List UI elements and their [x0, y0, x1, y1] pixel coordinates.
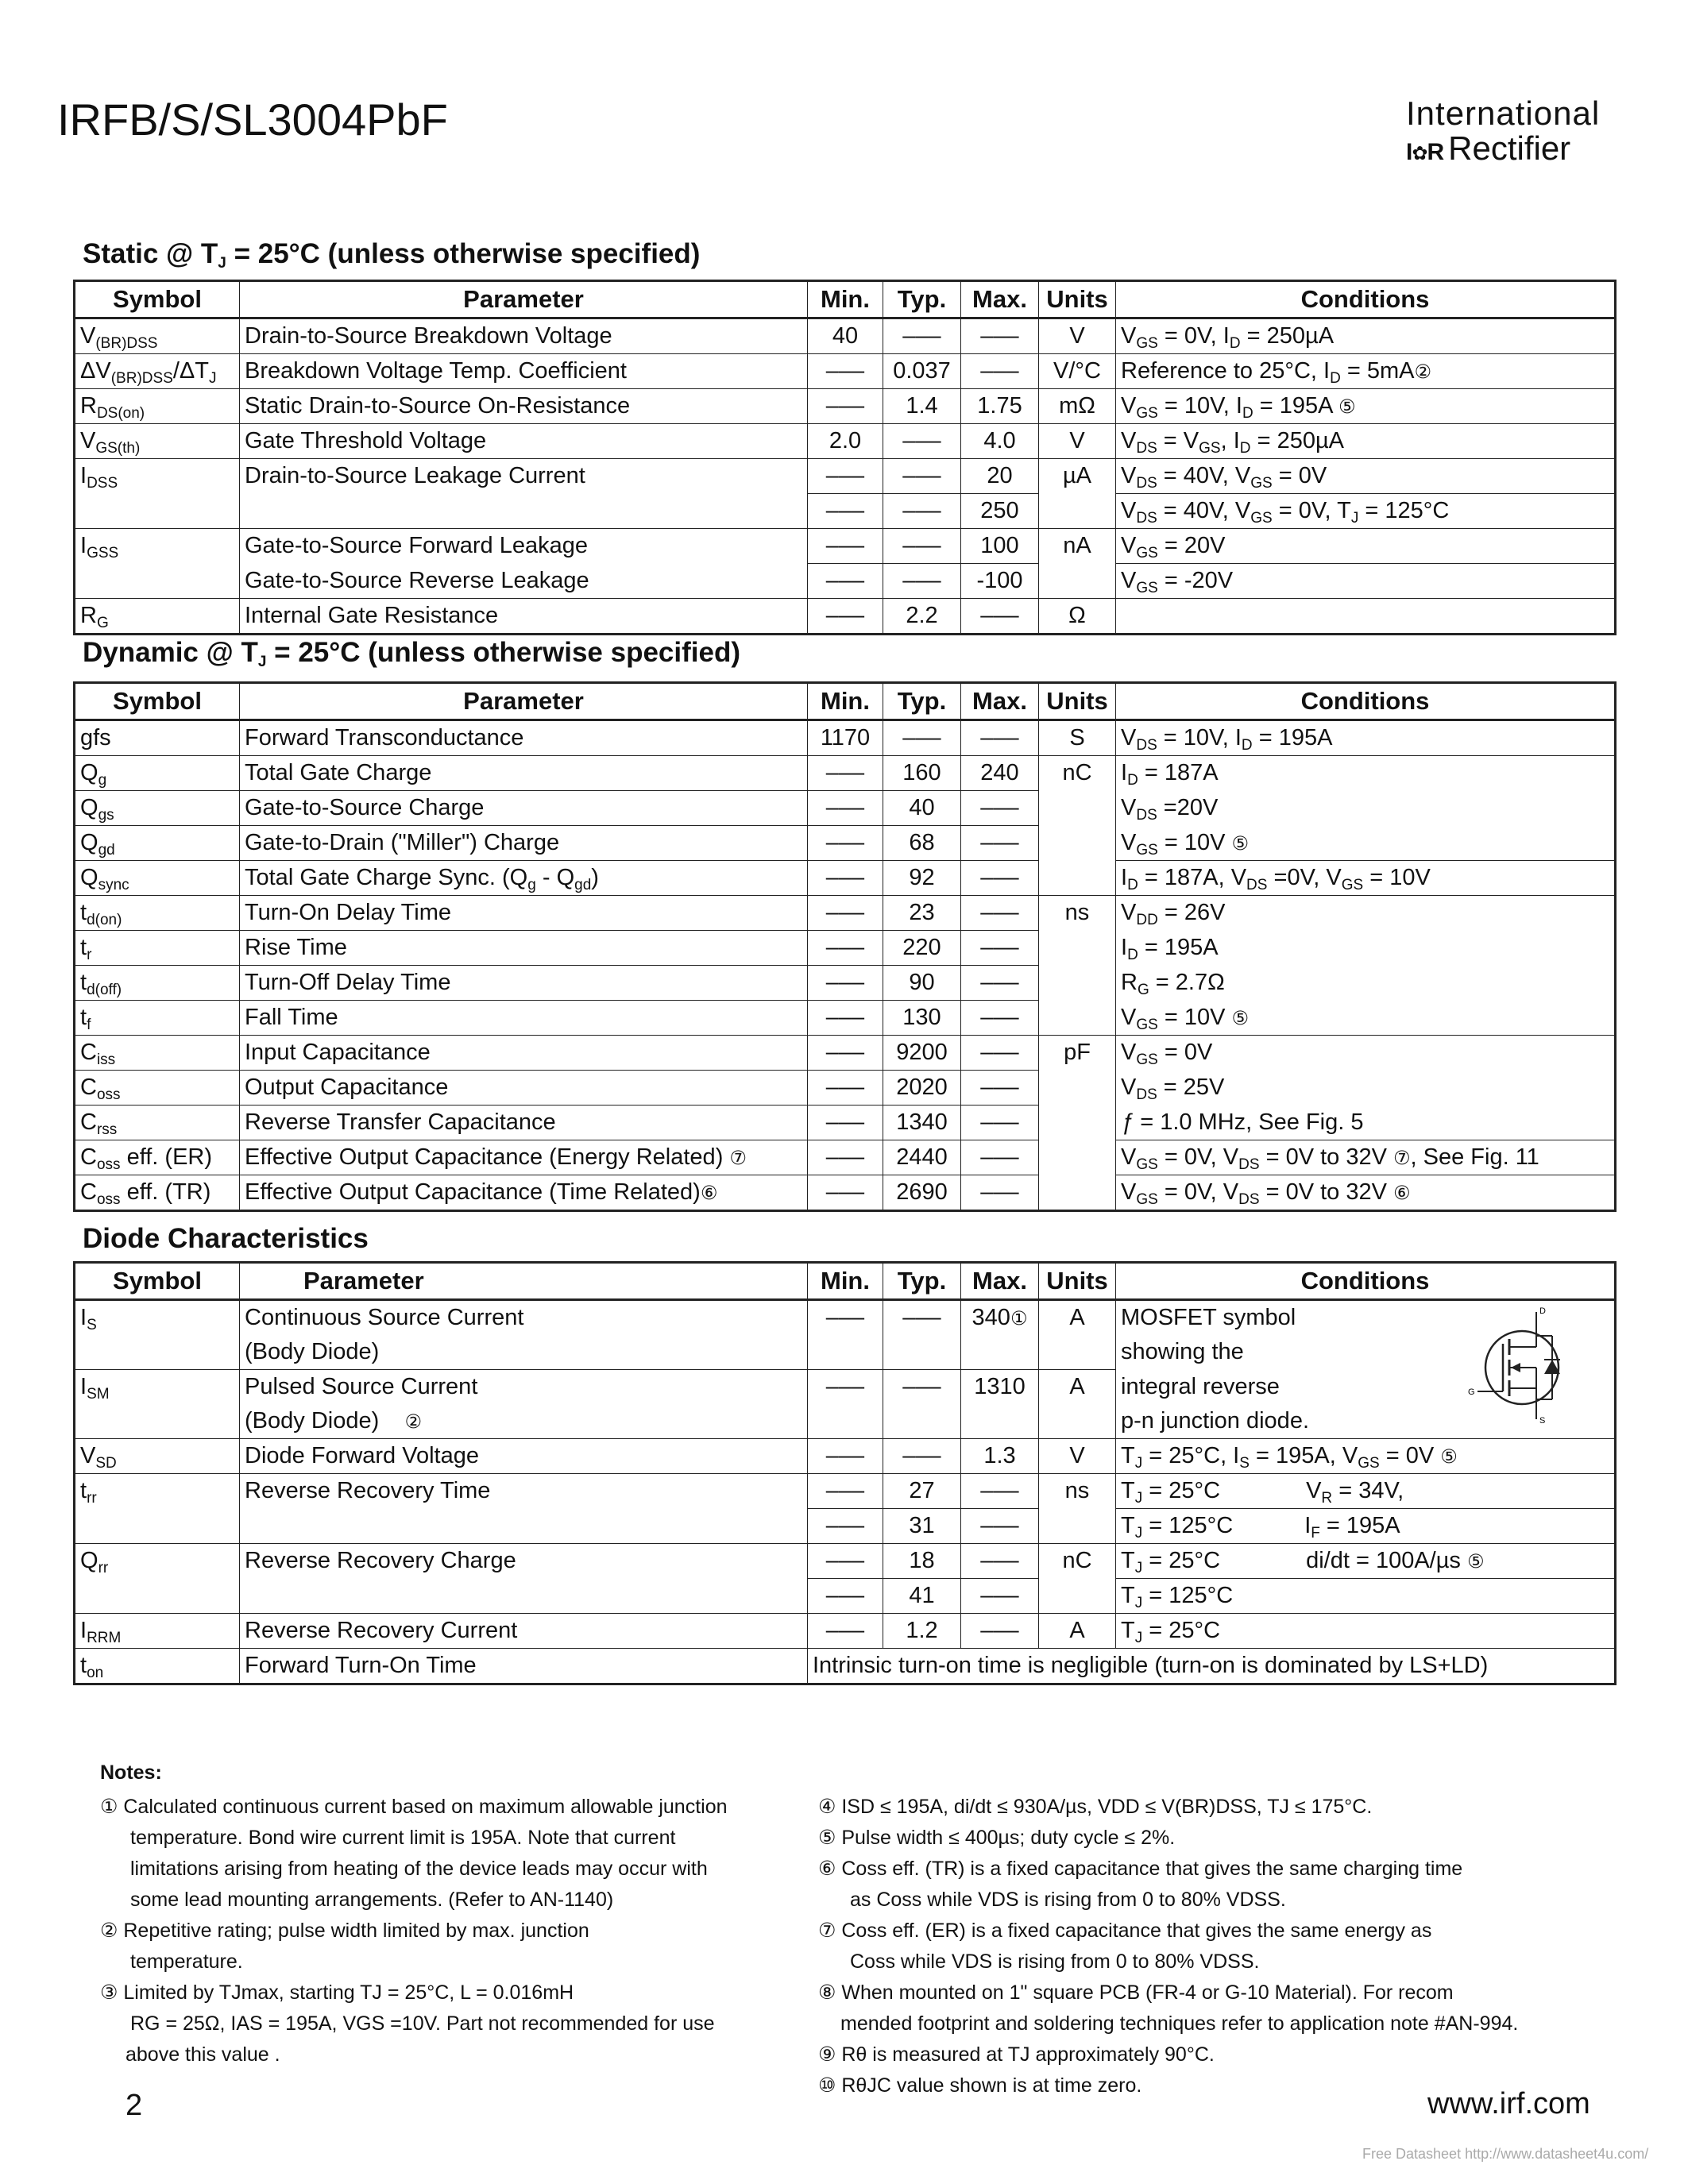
- table-row: $C_{oss}$ eff. (ER) Effective Output Capacitance (Energy Related) ⑦ ––– 2440 ––– $V_{GS} = 0V$, $V_{DS} = 0V$ to 32V ⑦, See Fig. 11: [75, 1140, 1616, 1175]
- table-row: $t_{d(on)}$ Turn-On Delay Time ––– 23 ––– ns $V_{DD} = 26V$: [75, 896, 1616, 931]
- note-line: ⑥ Coss eff. (TR) is a fixed capacitance that gives the same charging time: [818, 1858, 1463, 1880]
- note-line: temperature.: [130, 1951, 243, 1973]
- table-row: $t_f$ Fall Time ––– 130 ––– $V_{GS} = 10V$ ⑤: [75, 1001, 1616, 1036]
- table-row: $t_{rr}$ Reverse Recovery Time ––– 27 ––– ns $T_J = 25^\circ C$ $V_R = 34V$,: [75, 1474, 1616, 1509]
- diode-heading: Diode Characteristics: [83, 1223, 369, 1254]
- table-row: ––– 41 ––– $T_J = 125^\circ C$: [75, 1579, 1616, 1614]
- table-row: $V_{GS(th)}$ Gate Threshold Voltage 2.0 ––– 4.0 V $V_{DS} = V_{GS}$, $I_D = 250\mu A$: [75, 424, 1616, 459]
- notes-right: [818, 1792, 1660, 2101]
- table-row: ––– ––– 250 $V_{DS} = 40V$, $V_{GS} = 0V$, $T_J = 125^\circ C$: [75, 494, 1616, 529]
- svg-text:G: G: [1468, 1387, 1475, 1397]
- website-link[interactable]: www.irf.com: [1427, 2087, 1590, 2120]
- note-line: ⑧ When mounted on 1" square PCB (FR-4 or G-10 Material). For recom: [818, 1981, 1454, 2004]
- table-row: ––– 31 ––– $T_J = 125^\circ C$ $I_F = 195A$: [75, 1509, 1616, 1544]
- mosfet-text-4: p-n junction diode.: [1116, 1404, 1616, 1439]
- note-line: mended footprint and soldering techniques refer to application note #AN-994.: [840, 2012, 1519, 2035]
- table-row: $t_{d(off)}$ Turn-Off Delay Time ––– 90 ––– $R_G = 2.7\Omega$: [75, 966, 1616, 1001]
- table-row: $Q_{gs}$ Gate-to-Source Charge ––– 40 ––– $V_{DS} =20V$: [75, 791, 1616, 826]
- note-line: above this value .: [126, 2043, 280, 2066]
- mosfet-symbol-icon: [1454, 1304, 1573, 1423]
- table-row: $Q_{gd}$ Gate-to-Drain ("Miller") Charge ––– 68 ––– $V_{GS} = 10V$ ⑤: [75, 826, 1616, 861]
- table-header-row: Symbol Parameter Min. Typ. Max. Units Conditions: [75, 281, 1616, 318]
- note-line: limitations arising from heating of the device leads may occur with: [130, 1858, 708, 1880]
- note-line: ⑨ Rθ is measured at TJ approximately 90°C.: [818, 2043, 1215, 2066]
- ton-note: Intrinsic turn-on time is negligible (turn-on is dominated by LS+LD): [808, 1649, 1616, 1684]
- note-line: ① Calculated continuous current based on maximum allowable junction: [100, 1796, 728, 1818]
- dynamic-heading: Dynamic @ $T_J = 25^\circ C$ (unless otherwise specified): [83, 637, 740, 670]
- logo-line2: Rectifier: [1448, 129, 1571, 167]
- table-row: $Q_{rr}$ Reverse Recovery Charge ––– 18 ––– nC $T_J = 25^\circ C$ di/dt = 100A/µs ⑤: [75, 1544, 1616, 1579]
- note-line: ⑩ RθJC value shown is at time zero.: [818, 2074, 1142, 2097]
- table-row: $I_{DSS}$ Drain-to-Source Leakage Current ––– ––– 20 µA $V_{DS} = 40V$, $V_{GS} = 0V$: [75, 459, 1616, 494]
- mosfet-text-1: MOSFET symbol: [1116, 1300, 1616, 1336]
- table-row: $Q_g$ Total Gate Charge ––– 160 240 nC $I_D = 187A$: [75, 756, 1616, 791]
- table-row: $I_{RRM}$ Reverse Recovery Current ––– 1.2 ––– A $T_J = 25^\circ C$: [75, 1614, 1616, 1649]
- table-row: gfs Forward Transconductance 1170 ––– ––– S $V_{DS} = 10V$, $I_D = 195A$: [75, 720, 1616, 756]
- table-row: $I_{GSS}$ Gate-to-Source Forward Leakage ––– ––– 100 nA $V_{GS} = 20V$: [75, 529, 1616, 564]
- note-line: ② Repetitive rating; pulse width limited by max. junction: [100, 1920, 589, 1942]
- table-row: (Body Diode) ② p-n junction diode.: [75, 1404, 1616, 1439]
- logo-ior-mark: I✿R: [1406, 139, 1444, 165]
- table-row: $Q_{sync}$ Total Gate Charge Sync. $(Q_g - Q_{gd})$ ––– 92 ––– $I_D = 187A$, $V_{DS} =0V$, $V_{GS} = 10V$: [75, 861, 1616, 896]
- table-row: $t_{on}$ Forward Turn-On Time Intrinsic turn-on time is negligible (turn-on is dominated by LS+LD): [75, 1649, 1616, 1684]
- table-row: $C_{iss}$ Input Capacitance ––– 9200 ––– pF $V_{GS} = 0V$: [75, 1036, 1616, 1071]
- notes-title: Notes:: [100, 1761, 162, 1784]
- document-title: IRFB/S/SL3004PbF: [57, 95, 448, 145]
- table-row: $\Delta V_{(BR)DSS}/\Delta T_J$ Breakdown Voltage Temp. Coefficient ––– 0.037 ––– V/°C Reference to 25°C, $I_D$ = 5mA②: [75, 354, 1616, 389]
- mosfet-text-3: integral reverse: [1116, 1370, 1616, 1405]
- svg-text:S: S: [1539, 1416, 1546, 1423]
- table-row: $R_G$ Internal Gate Resistance ––– 2.2 ––– Ω: [75, 599, 1616, 635]
- table-header-row: Symbol Parameter Min. Typ. Max. Units Conditions: [75, 683, 1616, 720]
- note-line: Coss while VDS is rising from 0 to 80% VDSS.: [850, 1951, 1260, 1973]
- table-row: $I_{SM}$ Pulsed Source Current ––– ––– 1310 A integral reverse: [75, 1370, 1616, 1405]
- page-number: 2: [126, 2089, 143, 2122]
- table-row: $C_{oss}$ eff. (TR) Effective Output Capacitance (Time Related)⑥ ––– 2690 ––– $V_{GS} = 0V$, $V_{DS} = 0V$ to 32V ⑥: [75, 1175, 1616, 1211]
- diode-table: [73, 1261, 1617, 1685]
- note-line: ④ ISD ≤ 195A, di/dt ≤ 930A/µs, VDD ≤ V(BR)DSS, TJ ≤ 175°C.: [818, 1796, 1373, 1818]
- note-line: ③ Limited by TJmax, starting TJ = 25°C, L = 0.016mH: [100, 1981, 574, 2004]
- table-row: (Body Diode) showing the: [75, 1335, 1616, 1370]
- table-header-row: Symbol Parameter Min. Typ. Max. Units Conditions: [75, 1263, 1616, 1300]
- note-line: ⑤ Pulse width ≤ 400µs; duty cycle ≤ 2%.: [818, 1827, 1176, 1849]
- table-row: $t_r$ Rise Time ––– 220 ––– $I_D = 195A$: [75, 931, 1616, 966]
- notes-left: [100, 1792, 815, 2070]
- table-row: $I_S$ Continuous Source Current ––– ––– 340① A MOSFET symbol: [75, 1300, 1616, 1336]
- note-line: some lead mounting arrangements. (Refer to AN-1140): [130, 1889, 614, 1911]
- table-row: $R_{DS(on)}$ Static Drain-to-Source On-Resistance ––– 1.4 1.75 mΩ $V_{GS} = 10V$, $I_D = 195A$ ⑤: [75, 389, 1616, 424]
- note-line: RG = 25Ω, IAS = 195A, VGS =10V. Part not recommended for use: [130, 2012, 715, 2035]
- note-line: temperature. Bond wire current limit is 195A. Note that current: [130, 1827, 676, 1849]
- static-table: [73, 280, 1617, 635]
- note-line: as Coss while VDS is rising from 0 to 80% VDSS.: [850, 1889, 1286, 1911]
- svg-text:D: D: [1539, 1306, 1546, 1316]
- table-row: $C_{oss}$ Output Capacitance ––– 2020 ––– $V_{DS} = 25V$: [75, 1071, 1616, 1106]
- table-row: $C_{rss}$ Reverse Transfer Capacitance ––– 1340 ––– ƒ = 1.0 MHz, See Fig. 5: [75, 1106, 1616, 1140]
- mosfet-text-2: showing the: [1116, 1335, 1616, 1370]
- table-row: $V_{(BR)DSS}$ Drain-to-Source Breakdown Voltage 40 ––– ––– V $V_{GS} = 0V$, $I_D = 250\mu A$: [75, 318, 1616, 354]
- watermark: Free Datasheet http://www.datasheet4u.com/: [1362, 2146, 1649, 2162]
- table-row: Gate-to-Source Reverse Leakage ––– ––– -100 $V_{GS} = -20V$: [75, 564, 1616, 599]
- note-line: ⑦ Coss eff. (ER) is a fixed capacitance that gives the same energy as: [818, 1920, 1432, 1942]
- table-row: $V_{SD}$ Diode Forward Voltage ––– ––– 1.3 V $T_J = 25^\circ C$, $I_S = 195A$, $V_{GS} = 0V$ ⑤: [75, 1439, 1616, 1474]
- company-logo: [1406, 97, 1600, 165]
- logo-line1: International: [1406, 95, 1601, 132]
- dynamic-table: [73, 681, 1617, 1212]
- static-heading: Static @ $T_J = 25^\circ C$ (unless otherwise specified): [83, 238, 701, 272]
